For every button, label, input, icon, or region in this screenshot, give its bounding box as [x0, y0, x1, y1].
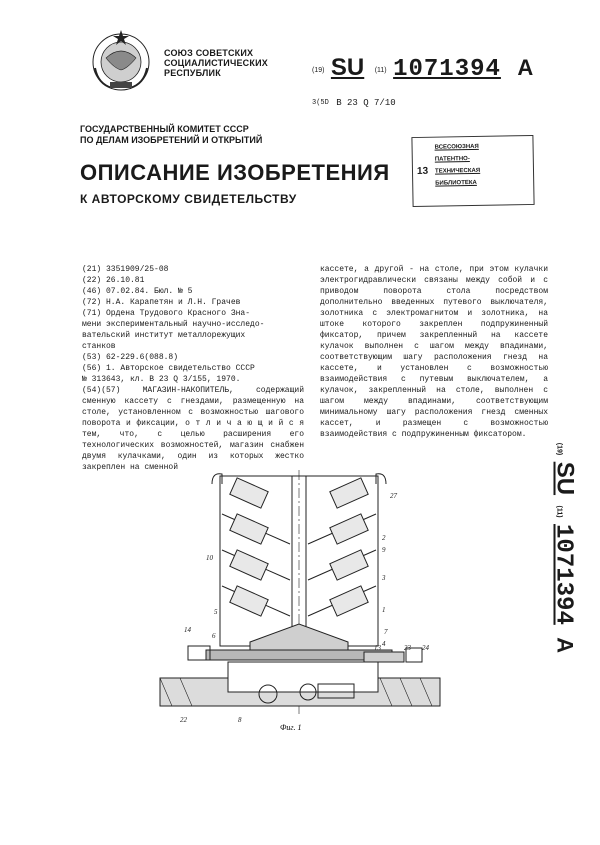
vertical-patent-number: (19) SU (11) 1071394 A [549, 442, 579, 654]
biblio-line: (53) 62-229.6(088.8) [82, 353, 179, 362]
biblio-line: (22) 26.10.81 [82, 276, 145, 285]
biblio-line: мени экспериментальный научно-исследо- [82, 320, 265, 329]
biblio-line: (56) 1. Авторское свидетельство СССР [82, 364, 255, 373]
technical-drawing [150, 464, 450, 734]
ref-27: 27 [390, 492, 397, 500]
kind-code: A [517, 55, 534, 80]
committee-name: ГОСУДАРСТВЕННЫЙ КОМИТЕТ СССР ПО ДЕЛАМ ИЗОБРЕТЕНИЙ И ОТКРЫТИЙ [80, 124, 263, 145]
ref-4: 4 [382, 640, 386, 648]
ref-24: 24 [422, 644, 429, 652]
ref-23: 23 [404, 644, 411, 652]
bibliographic-data [82, 264, 304, 473]
figure-caption: Фиг. 1 [280, 723, 302, 732]
biblio-line: (21) 3351909/25-08 [82, 265, 169, 274]
ref-6: 6 [212, 632, 216, 640]
ref-5: 5 [214, 608, 218, 616]
ref-2: 2 [382, 534, 386, 542]
document-title: ОПИСАНИЕ ИЗОБРЕТЕНИЯ [80, 160, 390, 185]
patent-number-line: (19) SU (11) 1071394 A [312, 54, 534, 83]
drawing-geometry [160, 470, 440, 714]
ref-9: 9 [382, 546, 386, 554]
biblio-line: № 313643, кл. В 23 Q 3/155, 1970. [82, 375, 241, 384]
library-stamp: 13 ВСЕСОЮЗНАЯ ПАТЕНТНО- ТЕХНИЧЕСКАЯ БИБЛИОТЕКА [411, 135, 534, 207]
ipc-classification: 3(5D В 23 Q 7/10 [312, 98, 396, 108]
ref-10: 10 [206, 554, 213, 562]
biblio-line: станков [82, 342, 116, 351]
ref-14: 14 [184, 626, 191, 634]
union-name: СОЮЗ СОВЕТСКИХ СОЦИАЛИСТИЧЕСКИХ РЕСПУБЛИК [164, 48, 268, 78]
ref-8: 8 [238, 716, 242, 724]
abstract-text-left: (54)(57) МАГАЗИН-НАКОПИТЕЛЬ, содержащий сменную кассету с гнездами, размещенную на столе, установленном с возможностью шагового поворота и фиксации, о т л и ч а ю щ и й с я тем, что, с целью расширения его технологических возможностей, магазин снабжен двумя кулачками, один из которых жестко закреплен на сменной [82, 386, 304, 472]
patent-number: 1071394 [393, 56, 501, 83]
state-emblem-icon [88, 28, 154, 94]
abstract-text-right: кассете, а другой - на столе, при этом кулачки электрогидравлически связаны между собой и с приводом поворота стола посредством дополнительно введенных путевого выключателя, золотника с электромагнитом и золотника, на штоке которого закреплен подпружиненный фиксатор, причем закрепленный на кассете кулачок выполнен с шагом между впадинами, соответствующим шагу расположения гнезд на кассете, и установлен с возможностью взаимодействия с путевым выключателем, а кулачок, закрепленный на столе, выполнен с шагом между впадинами, соответствующим минимальному шагу расположения гнезд сменных кассет, и размещен с возможностью взаимодействия с подпружиненным фиксатором. [320, 265, 548, 439]
ref-7: 7 [384, 628, 388, 636]
ref-1: 1 [382, 606, 386, 614]
ref-3: 3 [382, 574, 386, 582]
country-code: SU [330, 54, 365, 81]
ref-13: 13 [374, 644, 381, 652]
biblio-line: (71) Ордена Трудового Красного Зна- [82, 309, 251, 318]
biblio-line: (46) 07.02.84. Бюл. № 5 [82, 287, 193, 296]
biblio-line: (72) Н.А. Карапетян и Л.Н. Грачев [82, 298, 241, 307]
biblio-line: вательский институт металлорежущих [82, 331, 246, 340]
document-subtitle: К АВТОРСКОМУ СВИДЕТЕЛЬСТВУ [80, 192, 297, 206]
ref-22: 22 [180, 716, 187, 724]
